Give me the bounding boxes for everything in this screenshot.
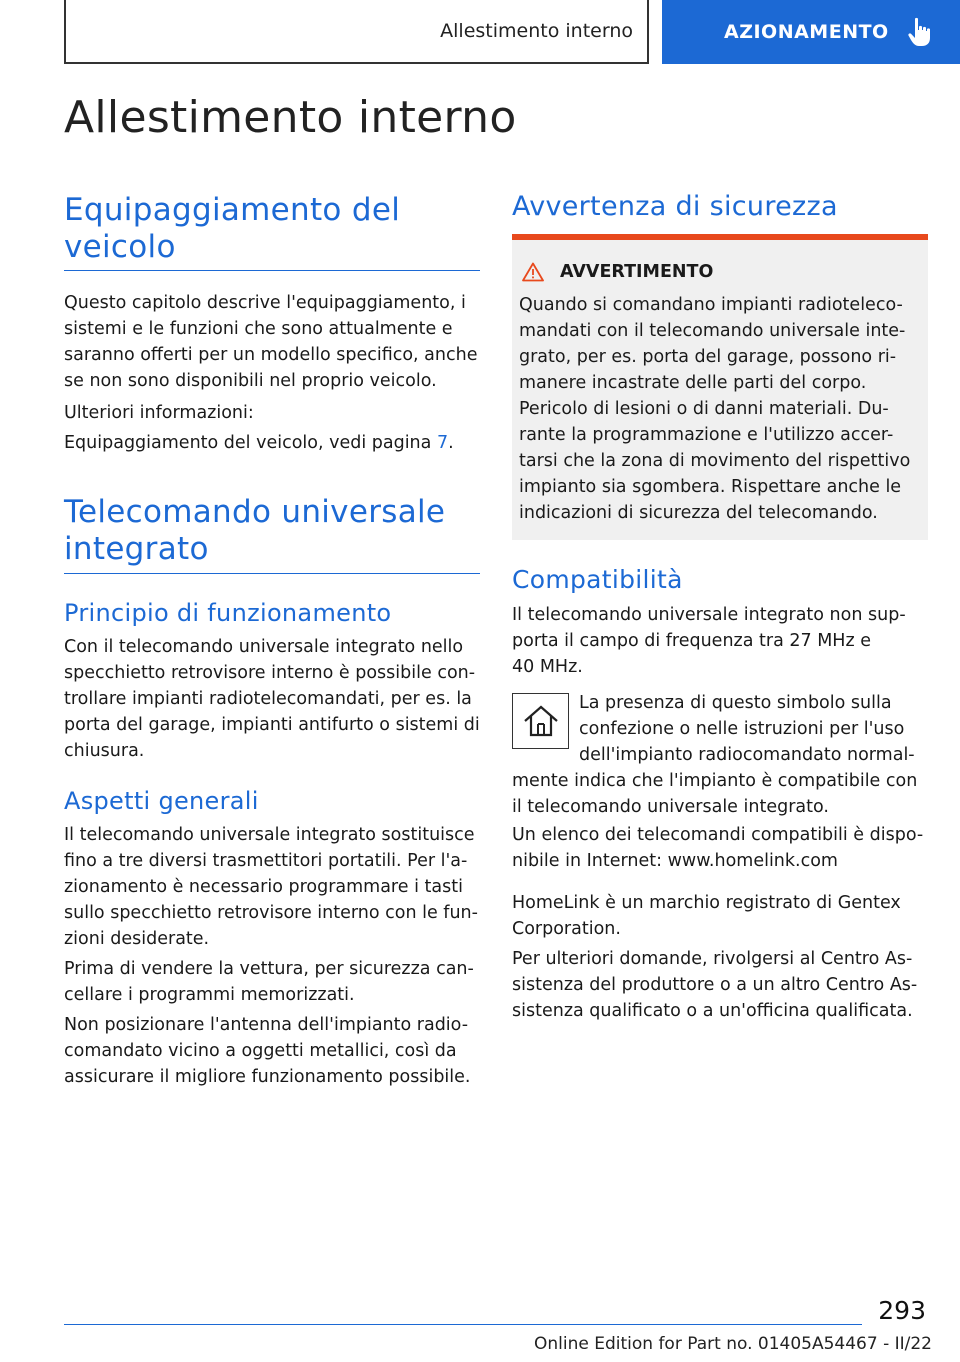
equipment-reference-text: Equipaggiamento del veicolo, vedi pagina xyxy=(64,433,437,453)
remote-heading xyxy=(64,494,445,568)
further-info-label: Ulteriori informazioni: xyxy=(64,403,254,423)
header-chapter-title: AZIONAMENTO xyxy=(724,21,889,43)
footer-edition: Online Edition for Part no. 01405A54467 - II/22 xyxy=(533,1334,932,1354)
equipment-heading xyxy=(64,192,400,266)
page-title: Allestimento interno xyxy=(64,92,517,143)
compatibility-paragraph-2b: mente indica che l'impianto è compatibile con il telecomando universale integrato. xyxy=(512,771,918,817)
warning-box xyxy=(512,234,928,540)
general-heading: Aspetti generali xyxy=(64,787,259,815)
footer-divider xyxy=(64,1324,862,1325)
warning-text: Quando si comandano impianti radioteleco- mandati con il telecomando universale inte- grato, per es. porta del garage, possono ri- manere incastrate delle parti del corpo. Pericolo di lesioni o di danni materiali. Du- rante la programmazione e l'utilizzo accer- tarsi che la zona di movimento del rispettivo impianto sia sgombera. Rispettare anche le indicazioni di sicurezza del telecomando. xyxy=(519,295,911,523)
header-section-tab xyxy=(64,0,649,64)
equipment-heading-line1: Equipaggiamento del xyxy=(64,192,401,228)
general-paragraph-2: Prima di vendere la vettura, per sicurezza can- cellare i programmi memorizzati. xyxy=(64,959,474,1005)
compatibility-paragraph-4: HomeLink è un marchio registrato di Gentex Corporation. xyxy=(512,893,901,939)
compatibility-paragraph-2a: La presenza di questo simbolo sulla confezione o nelle istruzioni per l'uso dell'impianto radiocomandato normal- xyxy=(579,693,915,765)
pointing-hand-icon xyxy=(907,17,933,47)
compatibility-heading: Compatibilità xyxy=(512,565,683,594)
compatibility-paragraph-5: Per ulteriori domande, rivolgersi al Centro As- sistenza del produttore o a un altro Centro As- sistenza qualificato o a un'officina qualificata. xyxy=(512,949,918,1021)
remote-heading-line2: integrato xyxy=(64,531,209,567)
compatibility-paragraph-1: Il telecomando universale integrato non sup- porta il campo di frequenza tra 27 MHz e 40 MHz. xyxy=(512,605,906,677)
warning-header xyxy=(522,262,713,282)
compatibility-paragraph-3: Un elenco dei telecomandi compatibili è dispo- nibile in Internet: www.homelink.com xyxy=(512,825,924,871)
page-number: 293 xyxy=(878,1296,926,1325)
equipment-paragraph: Questo capitolo descrive l'equipaggiamento, i sistemi e le funzioni che sono attualmente e saranno offerti per un modello specifico, anche se non sono disponibili nel proprio veicolo. xyxy=(64,293,478,391)
warning-label: AVVERTIMENTO xyxy=(560,262,714,282)
header-chapter-tab xyxy=(662,0,960,64)
safety-heading: Avvertenza di sicurezza xyxy=(512,191,838,222)
remote-heading-line1: Telecomando universale xyxy=(64,494,446,530)
equipment-reference xyxy=(64,430,484,456)
general-paragraph-1: Il telecomando universale integrato sostituisce fino a tre diversi trasmettitori portatili. Per l'a- zionamento è necessario programmare i tasti sullo specchietto retrovisore interno con le fun- zioni desiderate. xyxy=(64,825,478,949)
warning-triangle-icon xyxy=(522,262,544,282)
principle-heading: Principio di funzionamento xyxy=(64,599,392,627)
header-section-title: Allestimento interno xyxy=(440,20,633,42)
homelink-house-icon xyxy=(512,693,569,749)
principle-paragraph: Con il telecomando universale integrato nello specchietto retrovisore interno è possibile con- trollare impianti radiotelecomandati, per es. la porta del garage, impianti antifurto o sistemi di chiusura. xyxy=(64,637,480,761)
page-link[interactable]: 7 xyxy=(436,433,449,453)
section-divider xyxy=(64,573,480,574)
section-divider xyxy=(64,270,480,271)
equipment-reference-end: . xyxy=(448,433,454,453)
equipment-heading-line2: veicolo xyxy=(64,229,176,265)
general-paragraph-3: Non posizionare l'antenna dell'impianto radio- comandato vicino a oggetti metallici, così da assicurare il migliore funzionamento possibile. xyxy=(64,1015,471,1087)
